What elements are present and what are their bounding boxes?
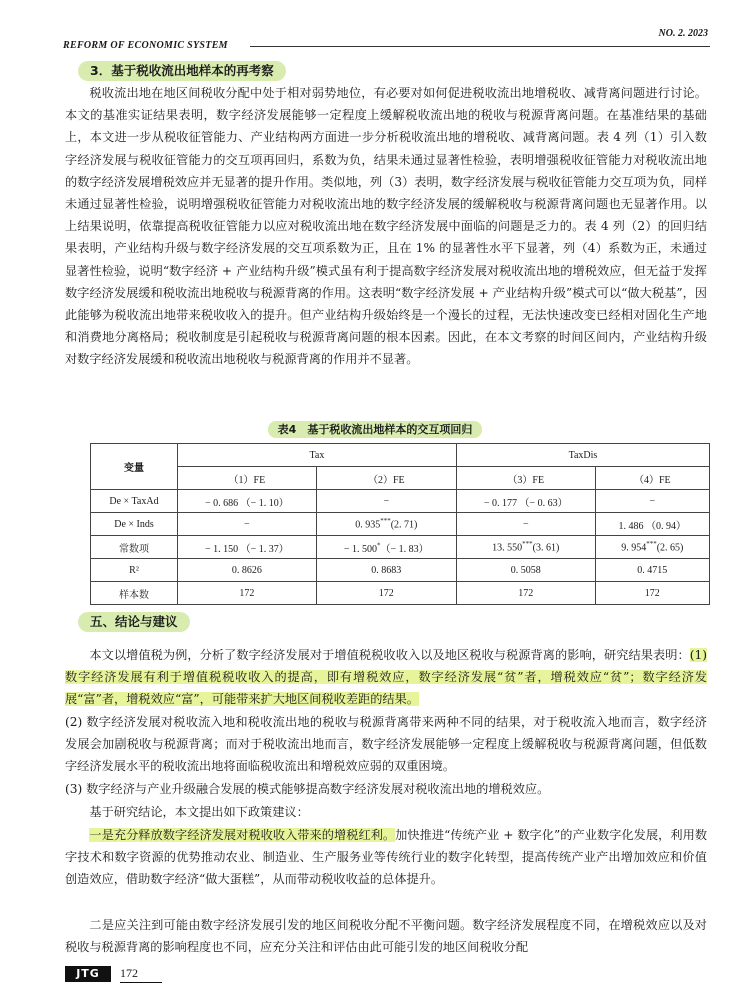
recommendation-1: 一是充分释放数字经济发展对税收收入带来的增税红利。加快推进“传统产业 + 数字化”的产业数字化发展，利用数字技术和数字资源的优势推动农业、制造业、生产服务业等传统行业的数字化转型，提高传统产业产出增加效应和价值创造效应，借助数字经济“做大蛋糕”，从而带动税收收益的总体提升。	[65, 828, 708, 887]
table-row	[91, 490, 710, 513]
col-head: （2）FE	[316, 467, 456, 490]
table-cell: − 1. 500*（− 1. 83）	[316, 536, 456, 559]
conclusion-point2: (2) 数字经济发展对税收流入地和税收流出地的税收与税源背离带来两种不同的结果，对于税收流入地而言，数字经济发展会加剧税收与税源背离；而对于税收流出地而言，数字经济发展能够一定程度上缓解税收与税源背离问题，但低数字经济发展水平的税收流出地将面临税收流出和增税效应弱的双重困境。	[65, 715, 707, 774]
table-cell: 0. 8626	[178, 559, 317, 582]
table-cell: 0. 4715	[595, 559, 709, 582]
policy-intro: 基于研究结论，本文提出如下政策建议：	[89, 805, 309, 819]
table-cell: − 0. 177 （− 0. 63）	[456, 490, 595, 513]
row-label: R²	[91, 559, 178, 582]
row-label: De × Inds	[91, 513, 178, 536]
col-head: （3）FE	[456, 467, 595, 490]
issue-number: NO. 2. 2023	[658, 28, 708, 39]
conclusion-point3: (3) 数字经济与产业升级融合发展的模式能够提高数字经济发展对税收流出地的增税效应。	[65, 782, 550, 796]
table-cell: 172	[178, 582, 317, 605]
table-cell: 9. 954***(2. 65)	[595, 536, 709, 559]
table-cell: 0. 5058	[456, 559, 595, 582]
table-cell: −	[456, 513, 595, 536]
table4-title: 表4 基于税收流出地样本的交互项回归	[0, 421, 750, 437]
highlight-rec1: 一是充分释放数字经济发展对税收收入带来的增税红利。	[89, 828, 396, 842]
table-row	[91, 513, 710, 536]
table-cell: 172	[595, 582, 709, 605]
page-number: 172	[120, 964, 162, 983]
table-cell: − 1. 150 （− 1. 37）	[178, 536, 317, 559]
row-label: 常数项	[91, 536, 178, 559]
regression-table	[90, 443, 710, 605]
group-tax-header: Tax	[178, 444, 457, 467]
table-cell: 172	[316, 582, 456, 605]
journal-logo: JTG	[65, 966, 111, 982]
group-taxdis-header: TaxDis	[456, 444, 709, 467]
section5-heading: 五、结论与建议	[78, 612, 190, 632]
section3-paragraph: 税收流出地在地区间税收分配中处于相对弱势地位，有必要对如何促进税收流出地增税收、减背离问题进行讨论。本文的基准实证结果表明，数字经济发展能够一定程度上缓解税收流出地的税收与税源背离问题。在基准结果的基础上，本文进一步从税收征管能力、产业结构两方面进一步分析税收流出地的增税收、减背离问题。表 4 列（1）引入数字经济发展与税收征管能力的交互项再回归，系数为负，结果未通过显著性检验，表明增强税收征管能力对税收流出地的数字经济发展增税效应并无显著的提升作用。类似地，列（3）表明，数字经济发展与税收征管能力交互项为负，同样未通过显著性检验，说明增强税收征管能力对税收流出地的数字经济发展的缓解税收与税源背离问题也无显著作用。以上结果说明，依靠提高税收征管能力以应对税收流出地在数字经济发展中面临的问题是乏力的。表 4 列（2）的回归结果表明，产业结构升级与数字经济发展的交互项系数为正，且在 1% 的显著性水平下显著，列（4）系数为正，未通过显著性检验，说明“数字经济 + 产业结构升级”模式虽有利于提高数字经济发展对税收流出地的增税效应，但无益于发挥数字经济发展缓和税收流出地税收与税源背离的作用。这表明“数字经济发展 + 产业结构升级”模式可以“做大税基”，因此能够为税收流出地带来税收收入的提升。但产业结构升级始终是一个漫长的过程，无法快速改变已经相对固化生产地和消费地分离格局；税收制度是引起税收与税源背离问题的根本因素。因此，在本文考察的时间区间内，产业结构升级对数字经济发展缓和税收流出地税收与税源背离的作用并不显著。	[65, 86, 707, 367]
table-row	[91, 536, 710, 559]
header-rule	[250, 46, 710, 47]
section3-heading: 3．基于税收流出地样本的再考察	[78, 61, 286, 81]
highlight-point1: (1) 数字经济发展有利于增值税税收收入的提高，即有增税效应，数字经济发展“贫”者，增税效应“贫”；数字经济发展“富”者，增税效应“富”，可能带来扩大地区间税收差距的结果。	[65, 648, 707, 707]
var-header: 变量	[91, 444, 178, 490]
table-row	[91, 582, 710, 605]
row-label: 样本数	[91, 582, 178, 605]
table-cell: 13. 550***(3. 61)	[456, 536, 595, 559]
row-label: De × TaxAd	[91, 490, 178, 513]
table-cell: − 0. 686 （− 1. 10）	[178, 490, 317, 513]
table-cell: −	[178, 513, 317, 536]
col-head: （4）FE	[595, 467, 709, 490]
table-cell: 172	[456, 582, 595, 605]
table-cell: 0. 8683	[316, 559, 456, 582]
journal-title: REFORM OF ECONOMIC SYSTEM	[63, 40, 228, 51]
table-row	[91, 559, 710, 582]
table-cell: −	[595, 490, 709, 513]
table-cell: −	[316, 490, 456, 513]
table-cell: 1. 486 （0. 94）	[595, 513, 709, 536]
table-cell: 0. 935***(2. 71)	[316, 513, 456, 536]
col-head: （1）FE	[178, 467, 317, 490]
recommendation-2: 二是应关注到可能由数字经济发展引发的地区间税收分配不平衡问题。数字经济发展程度不同，在增税效应以及对税收与税源背离的影响程度也不同，应充分关注和评估由此可能引发的地区间税收分配	[65, 918, 707, 955]
conclusion-paragraph: 本文以增值税为例，分析了数字经济发展对于增值税税收收入以及地区税收与税源背离的影响，研究结果表明：(1) 数字经济发展有利于增值税税收收入的提高，即有增税效应，数字经济发展“贫”者，增税效应“贫”；数字经济发展“富”者，增税效应“富”，可能带来扩大地区间税收差距的结果。	[65, 648, 707, 707]
